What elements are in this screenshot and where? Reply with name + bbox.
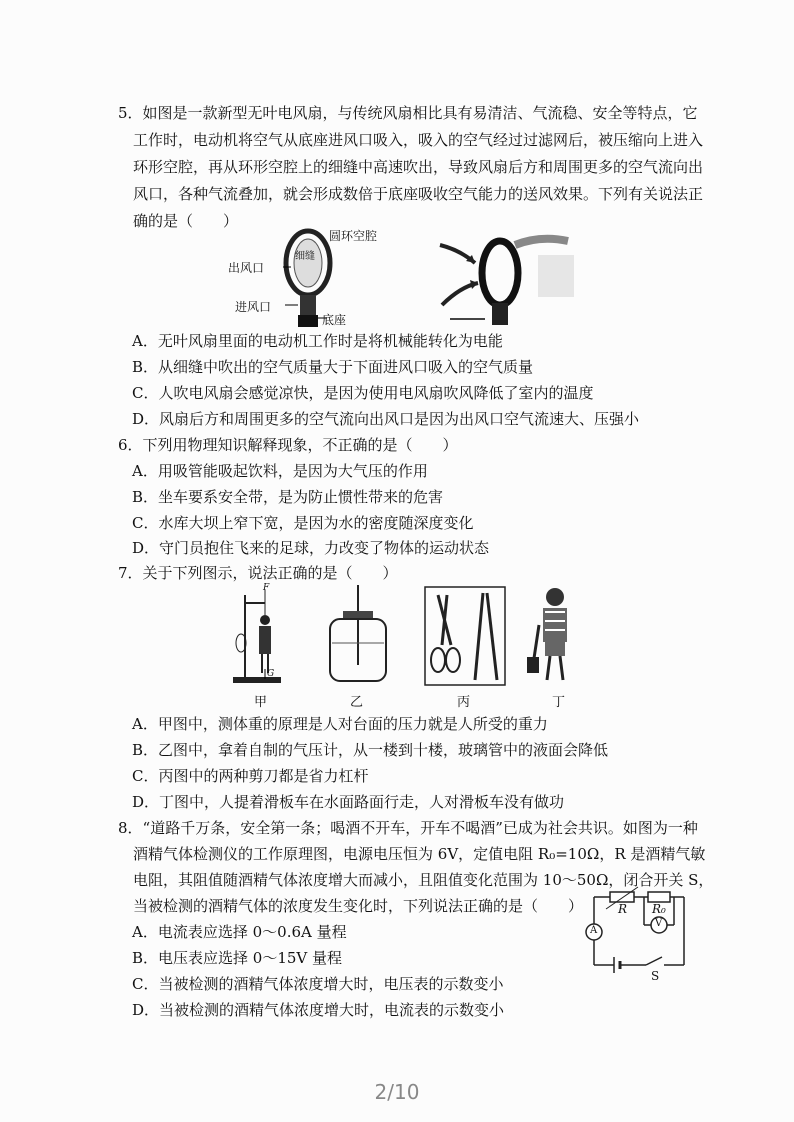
- q6-option-c[interactable]: C．水库大坝上窄下宽，是因为水的密度随深度变化: [132, 514, 474, 532]
- q7-option-a[interactable]: A．甲图中，测体重的原理是人对台面的压力就是人所受的重力: [132, 715, 548, 733]
- label-slit: 细缝: [295, 251, 315, 262]
- q5-line-1: 5．如图是一款新型无叶电风扇，与传统风扇相比具有易清洁、气流稳、安全等特点，它: [118, 104, 698, 122]
- caption-bing: 丙: [457, 695, 471, 710]
- voltmeter-symbol: V: [655, 918, 663, 929]
- ammeter-symbol: A: [590, 925, 598, 936]
- q5-line-2: 工作时，电动机将空气从底座进风口吸入，吸入的空气经过过滤网后，被压缩向上进入: [133, 131, 704, 149]
- q5-option-a[interactable]: A．无叶风扇里面的电动机工作时是将机械能转化为电能: [132, 332, 503, 350]
- airflow-drawing: [430, 225, 580, 335]
- label-inlet: 进风口: [235, 300, 272, 314]
- q7-figures: [225, 585, 605, 710]
- q7-option-b[interactable]: B．乙图中，拿着自制的气压计，从一楼到十楼，玻璃管中的液面会降低: [132, 741, 609, 759]
- figure-yi: [330, 585, 386, 681]
- q7-stem: 7．关于下列图示，说法正确的是（ ）: [118, 564, 398, 582]
- label-base: 底座: [322, 313, 347, 327]
- figure-bing: [425, 587, 505, 685]
- label-r0: R₀: [652, 902, 666, 916]
- q6-option-b[interactable]: B．坐车要系安全带，是为防止惯性带来的危害: [132, 488, 444, 506]
- q5-option-b[interactable]: B．从细缝中吹出的空气质量大于下面进风口吸入的空气质量: [132, 358, 534, 376]
- q5-line-3: 环形空腔，再从环形空腔上的细缝中高速吹出，导致风扇后方和周围更多的空气流向出: [133, 158, 704, 176]
- q5-airflow-figure: [430, 225, 580, 335]
- q8-option-b[interactable]: B．电压表应选择 0～15V 量程: [132, 949, 343, 967]
- caption-yi: 乙: [350, 695, 364, 710]
- q8-option-d[interactable]: D．当被检测的酒精气体浓度增大时，电流表的示数变小: [132, 1001, 505, 1019]
- page-indicator: 2/10: [374, 1080, 420, 1104]
- caption-ding: 丁: [552, 695, 566, 710]
- q8-line-4: 当被检测的酒精气体的浓度发生变化时，下列说法正确的是（ ）: [133, 897, 584, 915]
- label-outlet: 出风口: [228, 261, 265, 275]
- caption-jia: 甲: [254, 695, 268, 710]
- q8-line-3: 电阻，其阻值随酒精气体浓度增大而减小，且阻值变化范围为 10～50Ω，闭合开关 S，: [133, 871, 714, 889]
- q8-circuit: [574, 885, 704, 983]
- label-r: R: [618, 902, 628, 916]
- switch-label: S: [651, 969, 660, 983]
- q6-option-a[interactable]: A．用吸管能吸起饮料，是因为大气压的作用: [132, 462, 428, 480]
- q8-option-c[interactable]: C．当被检测的酒精气体浓度增大时，电压表的示数变小: [132, 975, 504, 993]
- q7-drawings: [225, 585, 605, 695]
- q8-line-1: 8．“道路千万条，安全第一条；喝酒不开车，开车不喝酒”已成为社会共识。如图为一种: [118, 819, 698, 837]
- q5-fan-figure: [225, 225, 395, 335]
- q5-option-c[interactable]: C．人吹电风扇会感觉凉快，是因为使用电风扇吹风降低了室内的温度: [132, 384, 594, 402]
- q5-option-d[interactable]: D．风扇后方和周围更多的空气流向出风口是因为出风口空气流速大、压强小: [132, 410, 640, 428]
- label-cavity: 圆环空腔: [329, 229, 378, 243]
- q8-option-a[interactable]: A．电流表应选择 0～0.6A 量程: [132, 923, 347, 941]
- q6-stem: 6．下列用物理知识解释现象，不正确的是（ ）: [118, 436, 458, 454]
- q6-option-d[interactable]: D．守门员抱住飞来的足球，力改变了物体的运动状态: [132, 539, 490, 557]
- q5-line-5: 确的是（ ）: [133, 212, 239, 230]
- figure-ding: [527, 588, 567, 680]
- q8-line-2: 酒精气体检测仪的工作原理图，电源电压恒为 6V，定值电阻 R₀=10Ω，R 是酒精气敏: [133, 845, 706, 863]
- q5-line-4: 风口，各种气流叠加，就会形成数倍于底座吸收空气能力的送风效果。下列有关说法正: [133, 185, 704, 203]
- mark-gravity: G: [267, 669, 275, 679]
- q7-option-d[interactable]: D．丁图中，人提着滑板车在水面路面行走，人对滑板车没有做功: [132, 793, 565, 811]
- mark-force: F: [263, 583, 270, 593]
- q7-option-c[interactable]: C．丙图中的两种剪刀都是省力杠杆: [132, 767, 369, 785]
